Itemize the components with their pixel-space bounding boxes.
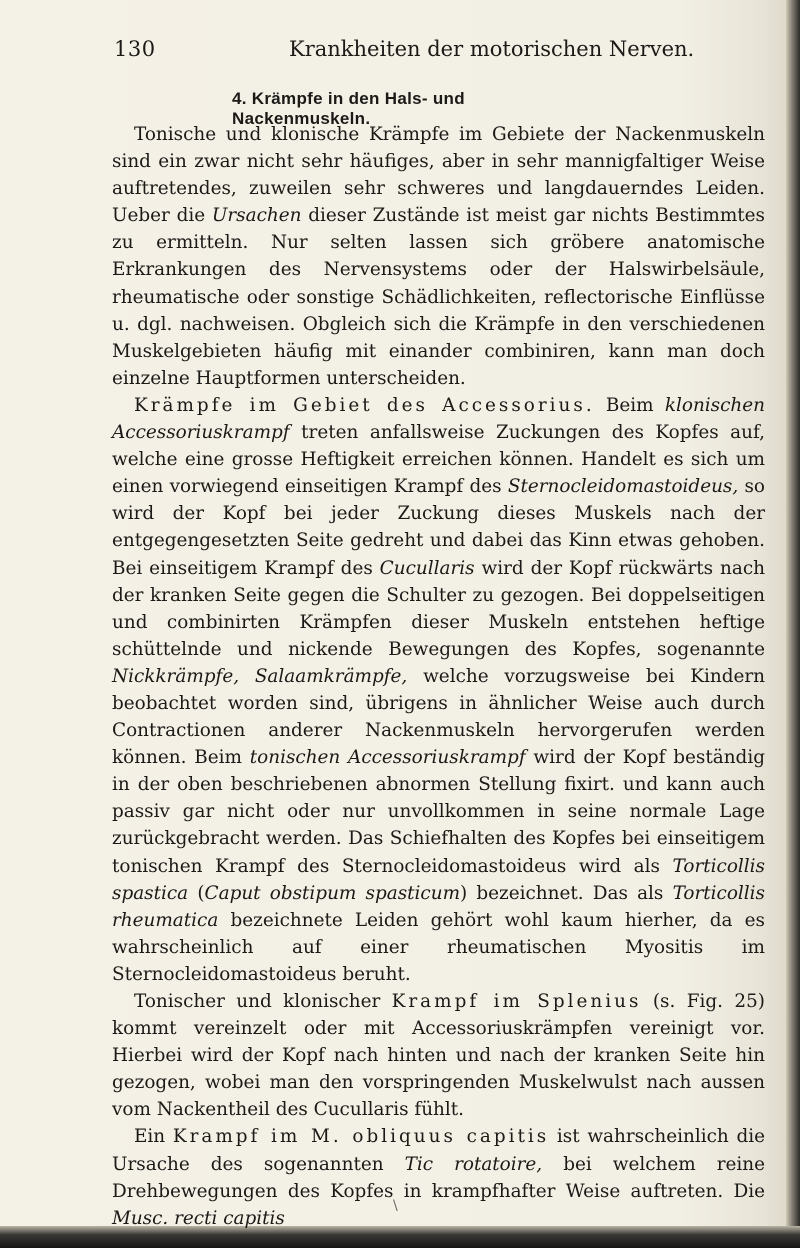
- paragraph-4: Ein Krampf im M. obliquus capitis ist wahrscheinlich die Ursache des sogenannten Tic rotatoire, bei welchem reine Drehbewegungen des Kopfes in krampfhafter Weise auftreten. Die Musc. recti capitis: [112, 1126, 765, 1229]
- page-number: 130: [114, 37, 156, 61]
- paragraph-3: Tonischer und klonischer Krampf im Splenius (s. Fig. 25) kommt vereinzelt oder mit Accessoriuskrämpfen vereinigt vor. Hierbei wird der Kopf nach hinten und nach der kranken Seite hin gezogen, wobei man den vorspringenden Muskelwulst nach aussen vom Nackentheil des Cucullaris fühlt.: [112, 991, 765, 1121]
- stray-pen-mark: \: [393, 1198, 398, 1214]
- body-text: [112, 121, 765, 1232]
- running-head: Krankheiten der motorischen Nerven.: [289, 37, 695, 61]
- paragraph-1: Tonische und klonische Krämpfe im Gebiete der Nackenmuskeln sind ein zwar nicht sehr häufiges, aber in sehr mannigfaltiger Weise auftretendes, zuweilen sehr schweres und langdauerndes Leiden. Ueber die Ursachen dieser Zustände ist meist gar nichts Bestimmtes zu ermitteln. Nur selten lassen sich gröbere anatomische Erkrankungen des Nervensystems oder der Halswirbelsäule, rheumatische oder sonstige Schädlichkeiten, reflectorische Einflüsse u. dgl. nachweisen. Obgleich sich die Krämpfe in den verschiedenen Muskelgebieten häufig mit einander combiniren, kann man doch einzelne Hauptformen unterscheiden.: [112, 124, 765, 389]
- page-edge-shadow: [786, 0, 800, 1248]
- page-header: [114, 37, 782, 69]
- section-title: 4. Krämpfe in den Hals- und Nackenmuskeln.: [232, 89, 465, 128]
- paragraph-2: Krämpfe im Gebiet des Accessorius. Beim klonischen Accessoriuskrampf treten anfallsweise Zuckungen des Kopfes auf, welche eine grosse Heftigkeit erreichen können. Handelt es sich um einen vorwiegend einseitigen Krampf des Sternocleidomastoideus, so wird der Kopf bei jeder Zuckung dieses Muskels nach der entgegengesetzten Seite gedreht und dabei das Kinn etwas gehoben. Bei einseitigem Krampf des Cucullaris wird der Kopf rückwärts nach der kranken Seite gegen die Schulter zu gezogen. Bei doppelseitigen und combinirten Krämpfen dieser Muskeln entstehen heftige schüttelnde und nickende Bewegungen des Kopfes, sogenannte Nickkrämpfe, Salaamkrämpfe, welche vorzugsweise bei Kindern beobachtet worden sind, übrigens in ähnlicher Weise auch durch Contractionen anderer Nackenmuskeln hervorgerufen werden können. Beim tonischen Accessoriuskrampf wird der Kopf beständig in der oben beschriebenen abnormen Stellung fixirt. und kann auch passiv gar nicht oder nur unvollkommen in seine normale Lage zurückgebracht werden. Das Schiefhalten des Kopfes bei einseitigem tonischen Krampf des Sternocleidomastoideus wird als Torticollis spastica (Caput obstipum spasticum) bezeichnet. Das als Torticollis rheumatica bezeichnete Leiden gehört wohl kaum hierher, da es wahrscheinlich auf einer rheumatischen Myositis im Sternocleidomastoideus beruht.: [112, 394, 765, 985]
